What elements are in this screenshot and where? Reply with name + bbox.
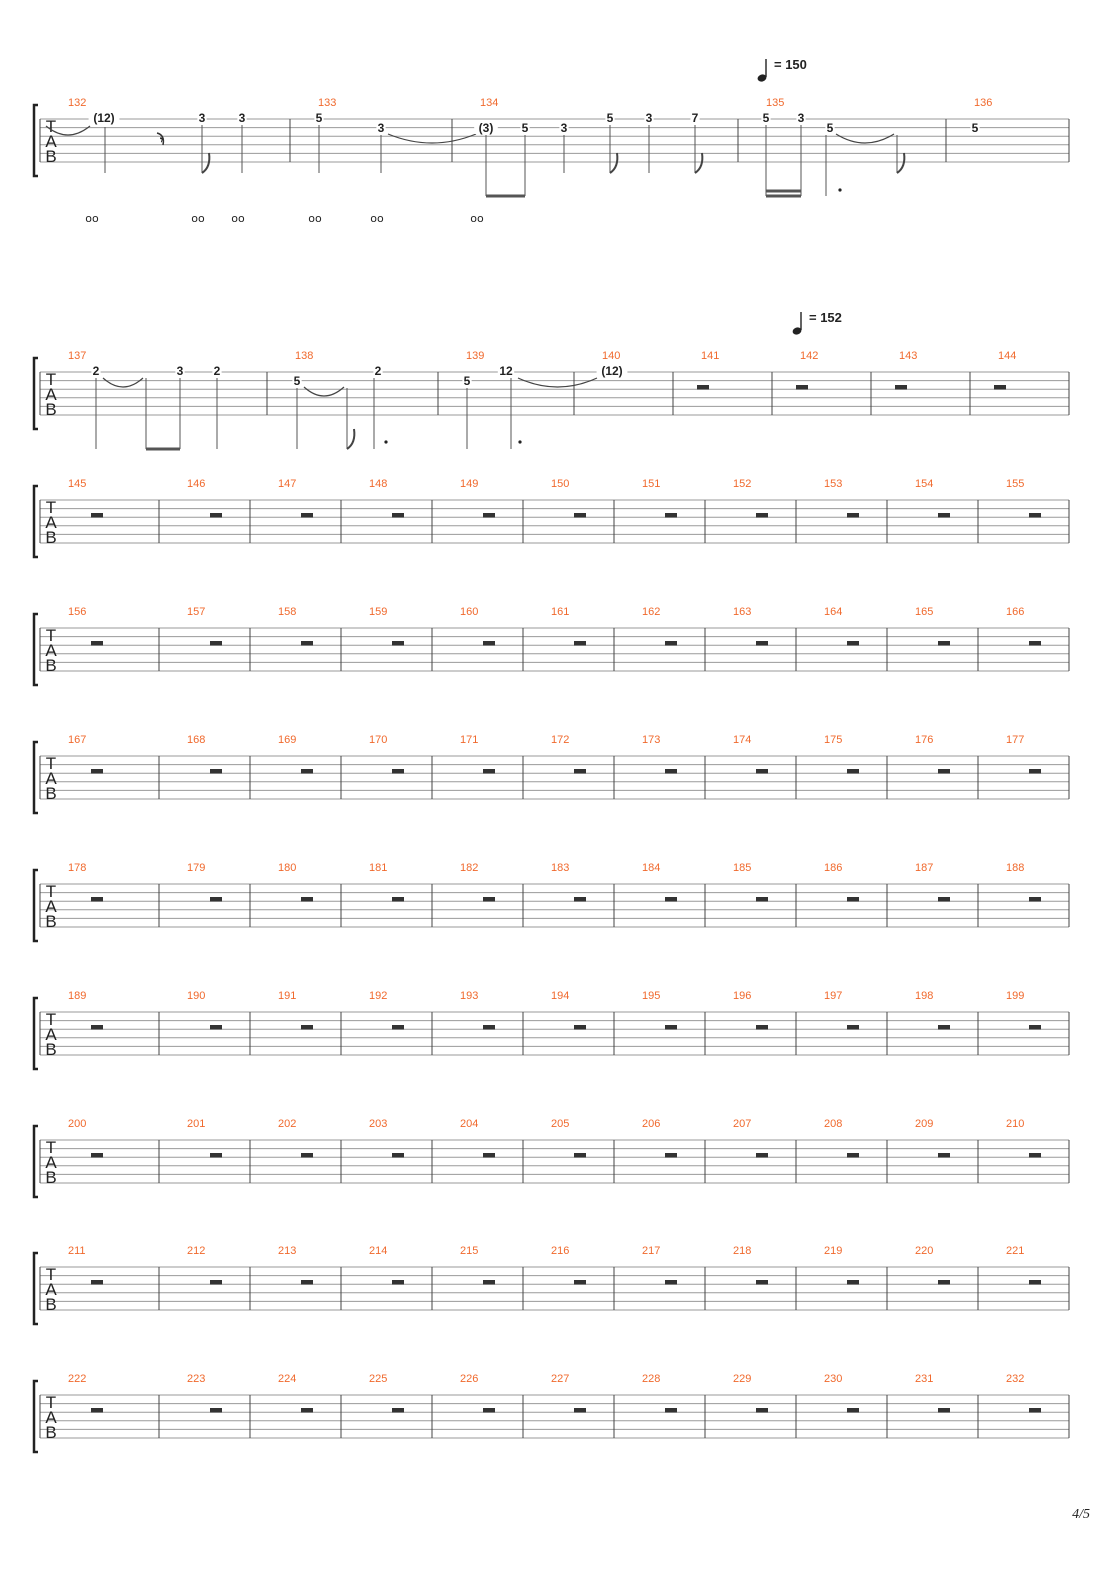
fret-note: 5 xyxy=(762,111,770,125)
fret-note: 2 xyxy=(92,364,100,378)
measure-number: 224 xyxy=(278,1373,297,1385)
whole-rest xyxy=(210,641,222,646)
whole-rest xyxy=(756,1153,768,1158)
whole-rest xyxy=(847,1280,859,1285)
tab-clef-t: T xyxy=(45,117,57,136)
whole-rest xyxy=(483,513,495,518)
whole-rest xyxy=(756,769,768,774)
measure-number: 140 xyxy=(602,350,621,362)
whole-rest xyxy=(392,1153,404,1158)
whole-rest xyxy=(938,513,950,518)
measure-number: 230 xyxy=(824,1373,843,1385)
system-bracket xyxy=(34,614,38,685)
tie xyxy=(103,378,143,387)
measure-number: 187 xyxy=(915,862,934,874)
tie xyxy=(836,134,894,143)
whole-rest xyxy=(1029,897,1041,902)
whole-rest xyxy=(483,897,495,902)
tab-clef-a: A xyxy=(45,1408,57,1427)
whole-rest xyxy=(1029,513,1041,518)
measure-number: 215 xyxy=(460,1245,479,1257)
measure-number: 151 xyxy=(642,478,661,490)
measure-number: 150 xyxy=(551,478,570,490)
fret-note: (12) xyxy=(93,111,115,125)
tie xyxy=(304,387,344,396)
measure-number: 198 xyxy=(915,990,934,1002)
whole-rest xyxy=(756,1408,768,1413)
measure-number: 154 xyxy=(915,478,934,490)
measure-number: 203 xyxy=(369,1118,388,1130)
fret-note: 5 xyxy=(315,111,323,125)
measure-number: 212 xyxy=(187,1245,206,1257)
whole-rest xyxy=(938,641,950,646)
fret-note: 5 xyxy=(463,374,471,388)
fret-note: 7 xyxy=(691,111,699,125)
measure-number: 197 xyxy=(824,990,843,1002)
whole-rest xyxy=(665,769,677,774)
tab-clef-a: A xyxy=(45,641,57,660)
whole-rest xyxy=(301,1408,313,1413)
tab-clef-t: T xyxy=(45,498,57,517)
whole-rest xyxy=(483,641,495,646)
whole-rest xyxy=(392,1025,404,1030)
measure-number: 183 xyxy=(551,862,570,874)
note-flag xyxy=(695,153,702,173)
fret-note: 3 xyxy=(238,111,246,125)
whole-rest xyxy=(301,641,313,646)
whole-rest xyxy=(210,1280,222,1285)
tab-clef-b: B xyxy=(45,1295,57,1314)
whole-rest xyxy=(847,641,859,646)
measure-number: 153 xyxy=(824,478,843,490)
whole-rest xyxy=(301,1280,313,1285)
fret-note: 3 xyxy=(797,111,805,125)
measure-number: 231 xyxy=(915,1373,934,1385)
measure-number: 206 xyxy=(642,1118,661,1130)
measure-number: 202 xyxy=(278,1118,297,1130)
measure-number: 146 xyxy=(187,478,206,490)
measure-number: 210 xyxy=(1006,1118,1025,1130)
fret-note: 5 xyxy=(606,111,614,125)
measure-number: 139 xyxy=(466,350,485,362)
measure-number: 209 xyxy=(915,1118,934,1130)
fret-note: 3 xyxy=(377,121,385,135)
measure-number: 160 xyxy=(460,606,479,618)
measure-number: 228 xyxy=(642,1373,661,1385)
whole-rest xyxy=(665,897,677,902)
whole-rest xyxy=(938,1280,950,1285)
dot xyxy=(518,440,521,443)
measure-number: 169 xyxy=(278,734,297,746)
whole-rest xyxy=(665,641,677,646)
measure-number: 200 xyxy=(68,1118,87,1130)
tab-clef-b: B xyxy=(45,1423,57,1442)
measure-number: 221 xyxy=(1006,1245,1025,1257)
tab-clef-b: B xyxy=(45,784,57,803)
whole-rest xyxy=(938,1408,950,1413)
fret-note: 2 xyxy=(213,364,221,378)
whole-rest xyxy=(91,1280,103,1285)
system-bracket xyxy=(34,998,38,1069)
whole-rest xyxy=(210,897,222,902)
whole-rest xyxy=(210,1025,222,1030)
measure-number: 148 xyxy=(369,478,388,490)
measure-number: 156 xyxy=(68,606,87,618)
measure-number: 226 xyxy=(460,1373,479,1385)
note-flag xyxy=(347,429,354,449)
system-bracket xyxy=(34,1253,38,1324)
system-bracket xyxy=(34,742,38,813)
whole-rest xyxy=(938,897,950,902)
palm-mute-mark: oo xyxy=(470,212,484,225)
whole-rest xyxy=(574,897,586,902)
measure-number: 232 xyxy=(1006,1373,1025,1385)
system-bracket xyxy=(34,1126,38,1197)
measure-number: 134 xyxy=(480,97,499,109)
tab-clef-a: A xyxy=(45,1025,57,1044)
whole-rest xyxy=(91,641,103,646)
measure-number: 207 xyxy=(733,1118,752,1130)
measure-number: 204 xyxy=(460,1118,479,1130)
measure-number: 195 xyxy=(642,990,661,1002)
measure-number: 188 xyxy=(1006,862,1025,874)
whole-rest xyxy=(938,1153,950,1158)
eighth-rest: 𝄾 xyxy=(160,133,164,147)
tempo-marking: = 152 xyxy=(809,310,842,325)
whole-rest xyxy=(91,1025,103,1030)
measure-number: 161 xyxy=(551,606,570,618)
tab-clef-t: T xyxy=(45,370,57,389)
page-number: 4/5 xyxy=(1072,1507,1090,1522)
whole-rest xyxy=(483,769,495,774)
whole-rest xyxy=(210,769,222,774)
dot xyxy=(838,188,841,191)
measure-number: 216 xyxy=(551,1245,570,1257)
whole-rest xyxy=(301,513,313,518)
measure-number: 170 xyxy=(369,734,388,746)
fret-note: (3) xyxy=(478,121,494,135)
tab-clef-t: T xyxy=(45,754,57,773)
measure-number: 211 xyxy=(68,1245,86,1257)
measure-number: 175 xyxy=(824,734,843,746)
whole-rest xyxy=(574,1153,586,1158)
measure-number: 194 xyxy=(551,990,570,1002)
measure-number: 213 xyxy=(278,1245,297,1257)
tab-clef-t: T xyxy=(45,1010,57,1029)
measure-number: 222 xyxy=(68,1373,87,1385)
measure-number: 144 xyxy=(998,350,1017,362)
system-bracket xyxy=(34,1381,38,1452)
dot xyxy=(384,440,387,443)
measure-number: 177 xyxy=(1006,734,1025,746)
measure-number: 142 xyxy=(800,350,819,362)
palm-mute-mark: oo xyxy=(191,212,205,225)
measure-number: 168 xyxy=(187,734,206,746)
whole-rest xyxy=(483,1025,495,1030)
whole-rest xyxy=(91,897,103,902)
whole-rest xyxy=(994,385,1006,390)
measure-number: 145 xyxy=(68,478,87,490)
whole-rest xyxy=(1029,1025,1041,1030)
measure-number: 192 xyxy=(369,990,388,1002)
measure-number: 186 xyxy=(824,862,843,874)
whole-rest xyxy=(847,769,859,774)
system-bracket xyxy=(34,358,38,429)
whole-rest xyxy=(847,1408,859,1413)
measure-number: 165 xyxy=(915,606,934,618)
whole-rest xyxy=(938,769,950,774)
measure-number: 152 xyxy=(733,478,752,490)
measure-number: 190 xyxy=(187,990,206,1002)
measure-number: 205 xyxy=(551,1118,570,1130)
tab-clef-b: B xyxy=(45,1040,57,1059)
measure-number: 199 xyxy=(1006,990,1025,1002)
system-bracket xyxy=(34,486,38,557)
fret-note: 3 xyxy=(645,111,653,125)
measure-number: 217 xyxy=(642,1245,661,1257)
whole-rest xyxy=(1029,769,1041,774)
measure-number: 164 xyxy=(824,606,843,618)
whole-rest xyxy=(574,769,586,774)
measure-number: 149 xyxy=(460,478,479,490)
measure-number: 163 xyxy=(733,606,752,618)
whole-rest xyxy=(665,513,677,518)
whole-rest xyxy=(574,1408,586,1413)
tab-clef-b: B xyxy=(45,400,57,419)
fret-note: 5 xyxy=(826,121,834,135)
whole-rest xyxy=(483,1153,495,1158)
whole-rest xyxy=(91,1153,103,1158)
palm-mute-mark: oo xyxy=(85,212,99,225)
tab-clef-a: A xyxy=(45,1153,57,1172)
tab-clef-a: A xyxy=(45,513,57,532)
whole-rest xyxy=(210,1153,222,1158)
whole-rest xyxy=(756,1025,768,1030)
measure-number: 225 xyxy=(369,1373,388,1385)
measure-number: 184 xyxy=(642,862,661,874)
whole-rest xyxy=(1029,641,1041,646)
whole-rest xyxy=(210,1408,222,1413)
tempo-marking: = 150 xyxy=(774,57,807,72)
measure-number: 227 xyxy=(551,1373,570,1385)
whole-rest xyxy=(756,641,768,646)
fret-note: 12 xyxy=(499,364,513,378)
whole-rest xyxy=(392,641,404,646)
tab-clef-t: T xyxy=(45,1138,57,1157)
whole-rest xyxy=(1029,1408,1041,1413)
whole-rest xyxy=(91,769,103,774)
tab-clef-t: T xyxy=(45,1265,57,1284)
measure-number: 176 xyxy=(915,734,934,746)
tab-clef-t: T xyxy=(45,626,57,645)
measure-number: 191 xyxy=(278,990,297,1002)
measure-number: 179 xyxy=(187,862,206,874)
measure-number: 138 xyxy=(295,350,314,362)
whole-rest xyxy=(665,1280,677,1285)
whole-rest xyxy=(483,1280,495,1285)
whole-rest xyxy=(665,1025,677,1030)
whole-rest xyxy=(392,513,404,518)
whole-rest xyxy=(392,897,404,902)
measure-number: 172 xyxy=(551,734,570,746)
measure-number: 218 xyxy=(733,1245,752,1257)
measure-number: 141 xyxy=(701,350,720,362)
whole-rest xyxy=(847,513,859,518)
measure-number: 135 xyxy=(766,97,785,109)
whole-rest xyxy=(756,513,768,518)
fret-note: 3 xyxy=(198,111,206,125)
measure-number: 166 xyxy=(1006,606,1025,618)
measure-number: 182 xyxy=(460,862,479,874)
measure-number: 185 xyxy=(733,862,752,874)
whole-rest xyxy=(847,1153,859,1158)
measure-number: 208 xyxy=(824,1118,843,1130)
measure-number: 180 xyxy=(278,862,297,874)
measure-number: 162 xyxy=(642,606,661,618)
whole-rest xyxy=(1029,1153,1041,1158)
whole-rest xyxy=(392,769,404,774)
measure-number: 132 xyxy=(68,97,87,109)
whole-rest xyxy=(665,1153,677,1158)
whole-rest xyxy=(895,385,907,390)
measure-number: 229 xyxy=(733,1373,752,1385)
system-bracket xyxy=(34,870,38,941)
tab-clef-a: A xyxy=(45,897,57,916)
whole-rest xyxy=(756,897,768,902)
whole-rest xyxy=(847,897,859,902)
tab-clef-b: B xyxy=(45,912,57,931)
fret-note: 5 xyxy=(521,121,529,135)
measure-number: 181 xyxy=(369,862,388,874)
measure-number: 178 xyxy=(68,862,87,874)
system-bracket xyxy=(34,105,38,176)
measure-number: 219 xyxy=(824,1245,843,1257)
palm-mute-mark: oo xyxy=(370,212,384,225)
measure-number: 159 xyxy=(369,606,388,618)
whole-rest xyxy=(756,1280,768,1285)
measure-number: 189 xyxy=(68,990,87,1002)
whole-rest xyxy=(665,1408,677,1413)
palm-mute-mark: oo xyxy=(231,212,245,225)
note-flag xyxy=(610,153,617,173)
tab-clef-b: B xyxy=(45,147,57,166)
measure-number: 133 xyxy=(318,97,337,109)
whole-rest xyxy=(392,1280,404,1285)
note-flag xyxy=(897,153,904,173)
measure-number: 167 xyxy=(68,734,87,746)
tab-clef-a: A xyxy=(45,385,57,404)
tab-clef-b: B xyxy=(45,1168,57,1187)
measure-number: 171 xyxy=(460,734,479,746)
palm-mute-mark: oo xyxy=(308,212,322,225)
fret-note: 5 xyxy=(293,374,301,388)
tab-clef-a: A xyxy=(45,769,57,788)
fret-note: (12) xyxy=(601,364,623,378)
measure-number: 143 xyxy=(899,350,918,362)
whole-rest xyxy=(847,1025,859,1030)
whole-rest xyxy=(210,513,222,518)
tie xyxy=(388,134,476,143)
tab-clef-t: T xyxy=(45,882,57,901)
whole-rest xyxy=(392,1408,404,1413)
whole-rest xyxy=(574,641,586,646)
tie xyxy=(518,378,597,387)
note-flag xyxy=(202,153,209,173)
tab-clef-b: B xyxy=(45,656,57,675)
whole-rest xyxy=(697,385,709,390)
whole-rest xyxy=(301,769,313,774)
measure-number: 201 xyxy=(187,1118,206,1130)
whole-rest xyxy=(483,1408,495,1413)
measure-number: 223 xyxy=(187,1373,206,1385)
fret-note: 3 xyxy=(560,121,568,135)
tab-clef-a: A xyxy=(45,132,57,151)
fret-note: 5 xyxy=(971,121,979,135)
measure-number: 220 xyxy=(915,1245,934,1257)
fret-note: 3 xyxy=(176,364,184,378)
measure-number: 136 xyxy=(974,97,993,109)
measure-number: 155 xyxy=(1006,478,1025,490)
fret-note: 2 xyxy=(374,364,382,378)
measure-number: 196 xyxy=(733,990,752,1002)
whole-rest xyxy=(574,1280,586,1285)
measure-number: 137 xyxy=(68,350,87,362)
tab-clef-t: T xyxy=(45,1393,57,1412)
whole-rest xyxy=(1029,1280,1041,1285)
measure-number: 174 xyxy=(733,734,752,746)
whole-rest xyxy=(301,897,313,902)
tab-clef-b: B xyxy=(45,528,57,547)
whole-rest xyxy=(938,1025,950,1030)
measure-number: 214 xyxy=(369,1245,388,1257)
measure-number: 173 xyxy=(642,734,661,746)
measure-number: 157 xyxy=(187,606,206,618)
whole-rest xyxy=(91,513,103,518)
whole-rest xyxy=(796,385,808,390)
whole-rest xyxy=(574,513,586,518)
whole-rest xyxy=(574,1025,586,1030)
whole-rest xyxy=(301,1025,313,1030)
whole-rest xyxy=(301,1153,313,1158)
whole-rest xyxy=(91,1408,103,1413)
measure-number: 147 xyxy=(278,478,297,490)
tab-clef-a: A xyxy=(45,1280,57,1299)
measure-number: 158 xyxy=(278,606,297,618)
measure-number: 193 xyxy=(460,990,479,1002)
